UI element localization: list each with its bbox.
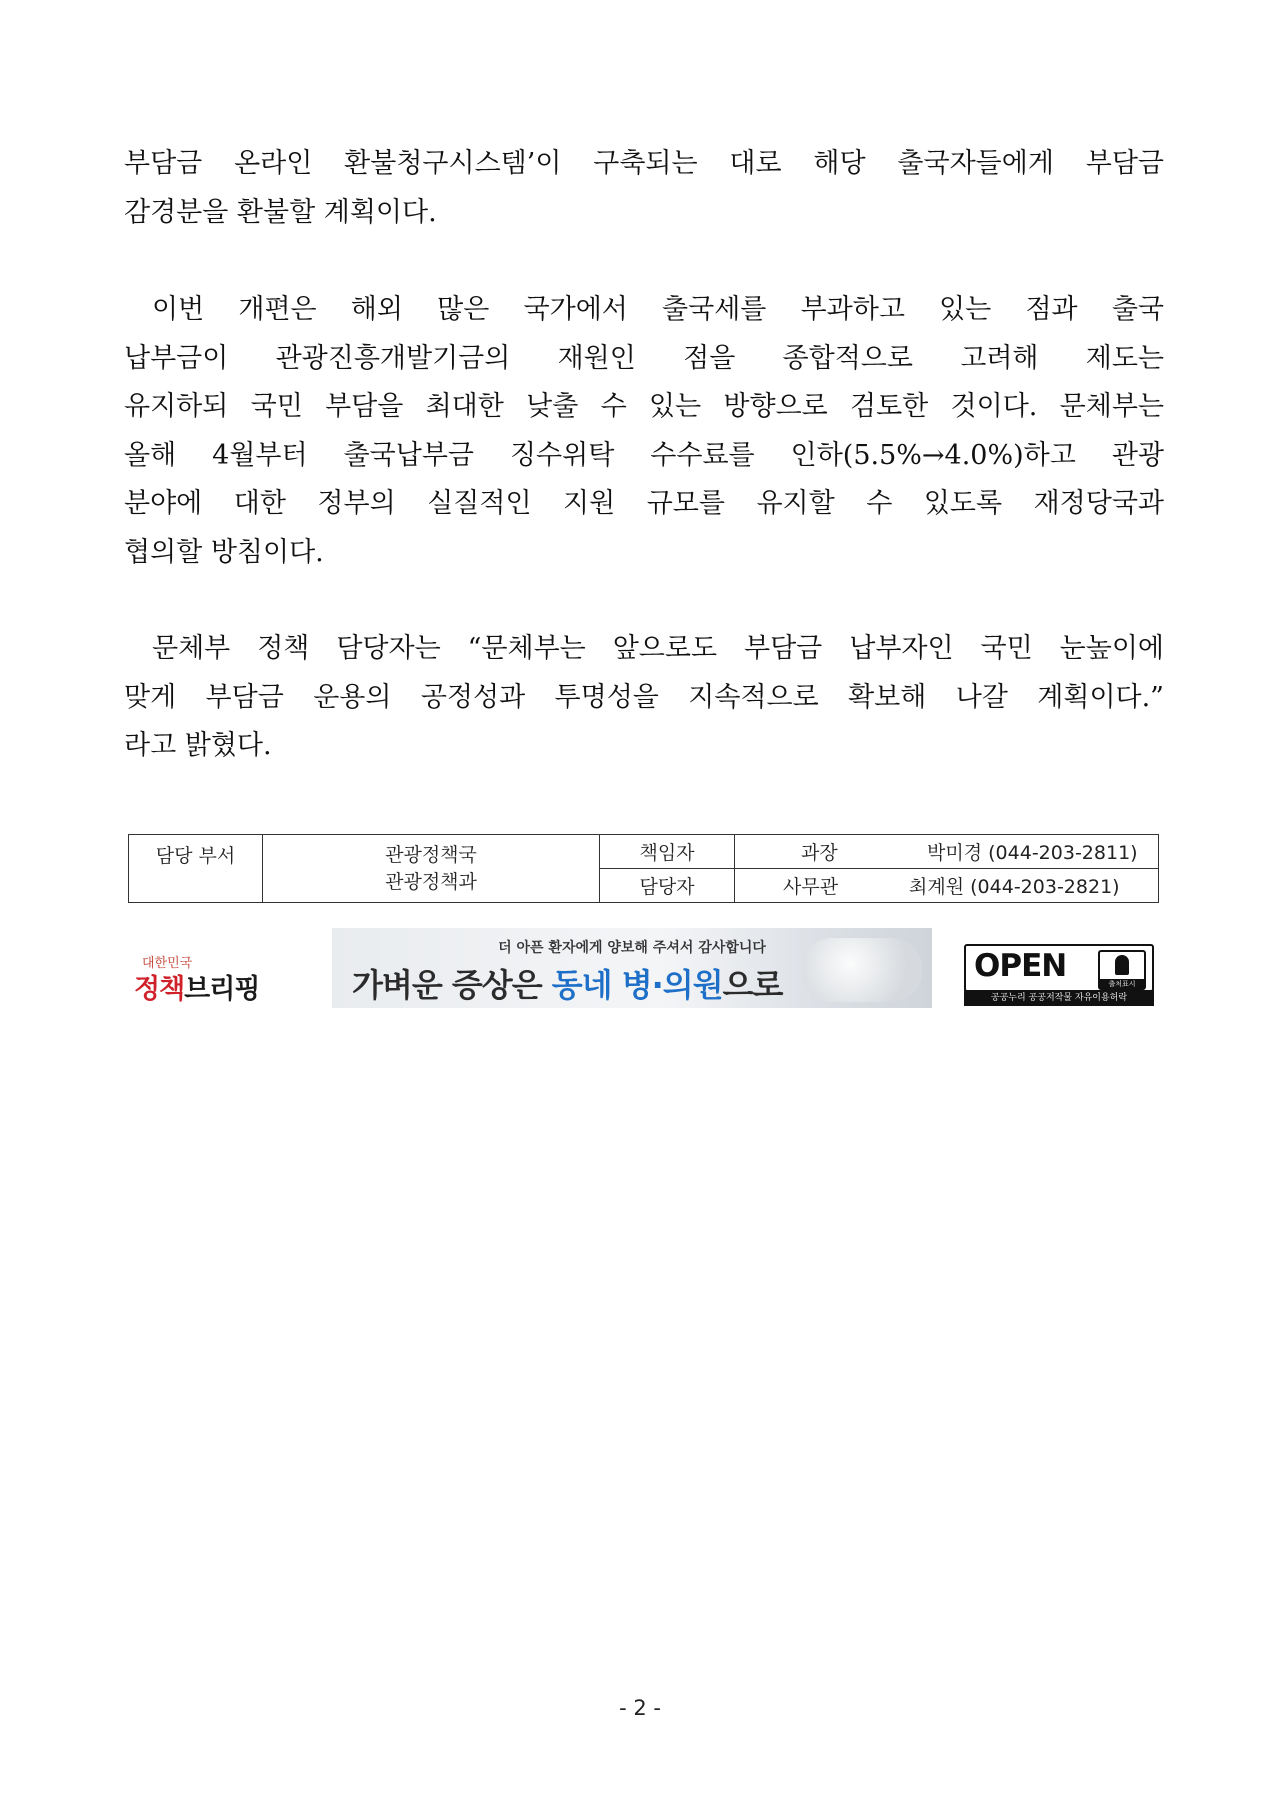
- policy-briefing-logo[interactable]: [134, 952, 284, 1008]
- campaign-banner[interactable]: [332, 928, 932, 1008]
- logo-caption: 대한민국: [142, 956, 193, 971]
- text-line: 맞게 부담금 운용의 공정성과 투명성을 지속적으로 확보해 나갈 계획이다.”: [124, 681, 1164, 713]
- person-contact: 최계원 (044-203-2821): [909, 876, 1120, 898]
- table-row: [129, 835, 1159, 869]
- kogl-open-license-badge[interactable]: [964, 944, 1152, 1006]
- role-cell: 책임자: [600, 835, 735, 869]
- text-line: 납부금이 관광진흥개발기금의 재원인 점을 종합적으로 고려해 제도는: [124, 342, 1164, 374]
- person-contact: 박미경 (044-203-2811): [927, 842, 1138, 864]
- text-line: 문체부 정책 담당자는 “문체부는 앞으로도 부담금 납부자인 국민 눈높이에: [152, 633, 1164, 664]
- banner-headline: 가벼운 증상은 동네 병·의원으로: [352, 966, 783, 1004]
- text-line: 부담금 온라인 환불청구시스템’이 구축되는 대로 해당 출국자들에게 부담금: [124, 148, 1164, 179]
- dept-label: 담당 부서: [129, 835, 263, 903]
- text-line: 협의할 방침이다.: [124, 536, 324, 568]
- open-text: OPEN: [974, 948, 1067, 984]
- text-line: 이번 개편은 해외 많은 국가에서 출국세를 부과하고 있는 점과 출국: [152, 294, 1164, 325]
- open-license-box: [964, 944, 1154, 992]
- footer: [128, 928, 1159, 1008]
- person-cell: [735, 869, 1159, 903]
- person-cell: [735, 835, 1159, 869]
- banner-subtitle: 더 아픈 환자에게 양보해 주셔서 감사합니다: [498, 940, 766, 956]
- role-cell: 담당자: [600, 869, 735, 903]
- contact-table: [128, 834, 1159, 903]
- attribution-label: 출처표시: [1100, 979, 1144, 989]
- dept-bureau: 관광정책국: [385, 843, 477, 866]
- dept-names: [263, 835, 600, 903]
- text-line: 유지하되 국민 부담을 최대한 낮출 수 있는 방향으로 검토한 것이다. 문체부는: [124, 391, 1164, 422]
- text-line: 라고 밝혔다.: [124, 730, 272, 761]
- paragraph-2: [124, 286, 1164, 577]
- open-license-caption: 공공누리 공공저작물 자유이용허락: [964, 990, 1154, 1006]
- dept-division: 관광정책과: [385, 870, 477, 893]
- person-icon: [1115, 955, 1129, 975]
- logo-wordmark: 정책브리핑: [134, 974, 260, 1005]
- text-line: 올해 4월부터 출국납부금 징수위탁 수수료를 인하(5.5%→4.0%)하고 관광: [124, 439, 1164, 471]
- page-number: - 2 -: [619, 1696, 661, 1720]
- attribution-icon: [1098, 950, 1146, 990]
- text-line: 감경분을 환불할 계획이다.: [124, 196, 437, 228]
- paragraph-3: [124, 625, 1164, 771]
- text-line: 분야에 대한 정부의 실질적인 지원 규모를 유지할 수 있도록 재정당국과: [124, 488, 1164, 519]
- person-title: 사무관: [783, 876, 839, 898]
- paragraph-1: [124, 140, 1164, 237]
- person-title: 과장: [801, 842, 838, 864]
